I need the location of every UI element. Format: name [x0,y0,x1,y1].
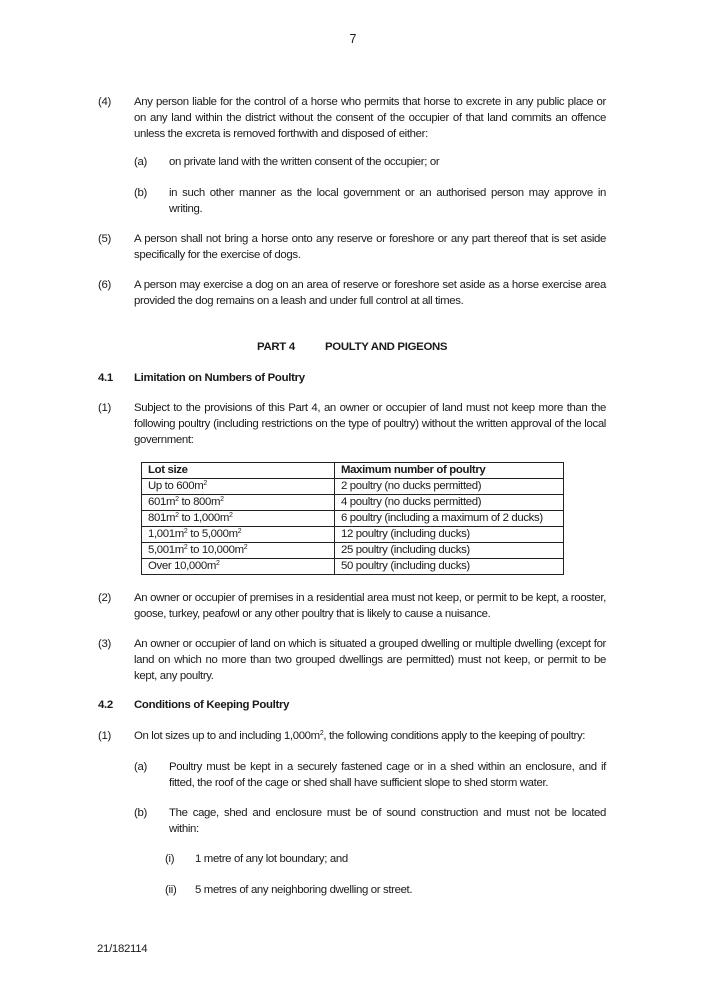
max-poultry-cell: 25 poultry (including ducks) [335,543,564,559]
s42-b-text: The cage, shed and enclosure must be of sound construction and must not be located within: [169,807,606,835]
section-4-1-title: Limitation on Numbers of Poultry [134,372,305,384]
lot-size-cell: Over $10,000m^2$ [142,559,335,575]
s42-ii-text: 5 metres of any neighboring dwelling or street. [195,884,413,896]
para-4a-number: (a) [134,156,148,168]
lot-size-cell: $601m^2$ to $800m^2$ [142,495,335,511]
para-4-number: (4) [98,96,112,108]
s41-p3-text: An owner or occupier of land on which is situated a grouped dwelling or multiple dwelling (except for land on which no more than two grouped dwellings are permitted) must not keep, or permit to be kept, any poultry. [134,638,606,682]
s42-i-text: 1 metre of any lot boundary; and [195,853,348,865]
table-row [142,511,564,527]
s42-p1-number: (1) [98,730,112,742]
document-reference: 21/182114 [97,943,148,955]
part-title: POULTY AND PIGEONS [325,341,448,353]
para-6-number: (6) [98,279,112,291]
header-max-poultry: Maximum number of poultry [335,463,564,479]
section-4-2-title: Conditions of Keeping Poultry [134,699,290,711]
s42-p1-text: On lot sizes up to and including $1,000m^2$, the following conditions apply to the keeping of poultry: [134,730,586,742]
para-4-text: Any person liable for the control of a horse who permits that horse to excrete in any public place or on any land within the district without the consent of the occupier of that land commits an offence unless the excreta is removed forthwith and disposed of either: [134,96,606,140]
max-poultry-cell: 6 poultry (including a maximum of 2 ducks) [335,511,564,527]
table-row [142,559,564,575]
s42-a-number: (a) [134,761,148,773]
s42-b-number: (b) [134,807,148,819]
table-row [142,527,564,543]
s42-ii-number: (ii) [165,884,177,896]
s41-p2-number: (2) [98,592,112,604]
lot-size-cell: $801m^2$ to $1,000m^2$ [142,511,335,527]
max-poultry-cell: 4 poultry (no ducks permitted) [335,495,564,511]
lot-size-cell: Up to $600m^2$ [142,479,335,495]
s41-p1-text: Subject to the provisions of this Part 4, an owner or occupier of land must not keep more than the following poultry (including restrictions on the type of poultry) without the written approval of the local government: [134,402,606,446]
table-header-row [142,463,564,479]
s42-i-number: (i) [165,853,175,865]
para-4a-text: on private land with the written consent of the occupier; or [169,156,440,168]
lot-size-cell: $1,001m^2$ to $5,000m^2$ [142,527,335,543]
section-4-1-number: 4.1 [98,372,113,384]
section-4-2-number: 4.2 [98,699,113,711]
table-row [142,479,564,495]
lot-size-cell: $5,001m^2$ to $10,000m^2$ [142,543,335,559]
max-poultry-cell: 50 poultry (including ducks) [335,559,564,575]
poultry-limits-table [141,462,564,575]
page-number: 7 [349,32,357,46]
max-poultry-cell: 12 poultry (including ducks) [335,527,564,543]
s42-a-text: Poultry must be kept in a securely fastened cage or in a shed within an enclosure, and if fitted, the roof of the cage or shed shall have sufficient slope to shed storm water. [169,761,606,789]
para-6-text: A person may exercise a dog on an area of reserve or foreshore set aside as a horse exercise area provided the dog remains on a leash and under full control at all times. [134,279,606,307]
para-4b-number: (b) [134,187,148,199]
para-5-number: (5) [98,233,112,245]
table-row [142,543,564,559]
header-lot-size: Lot size [142,463,335,479]
part-label: PART 4 [257,341,295,353]
s41-p2-text: An owner or occupier of premises in a residential area must not keep, or permit to be kept, a rooster, goose, turkey, peafowl or any other poultry that is likely to cause a nuisance. [134,592,606,620]
table-row [142,495,564,511]
s41-p3-number: (3) [98,638,112,650]
max-poultry-cell: 2 poultry (no ducks permitted) [335,479,564,495]
para-5-text: A person shall not bring a horse onto any reserve or foreshore or any part thereof that is set aside specifically for the exercise of dogs. [134,233,606,261]
s41-p1-number: (1) [98,402,112,414]
para-4b-text: in such other manner as the local government or an authorised person may approve in writing. [169,187,606,215]
